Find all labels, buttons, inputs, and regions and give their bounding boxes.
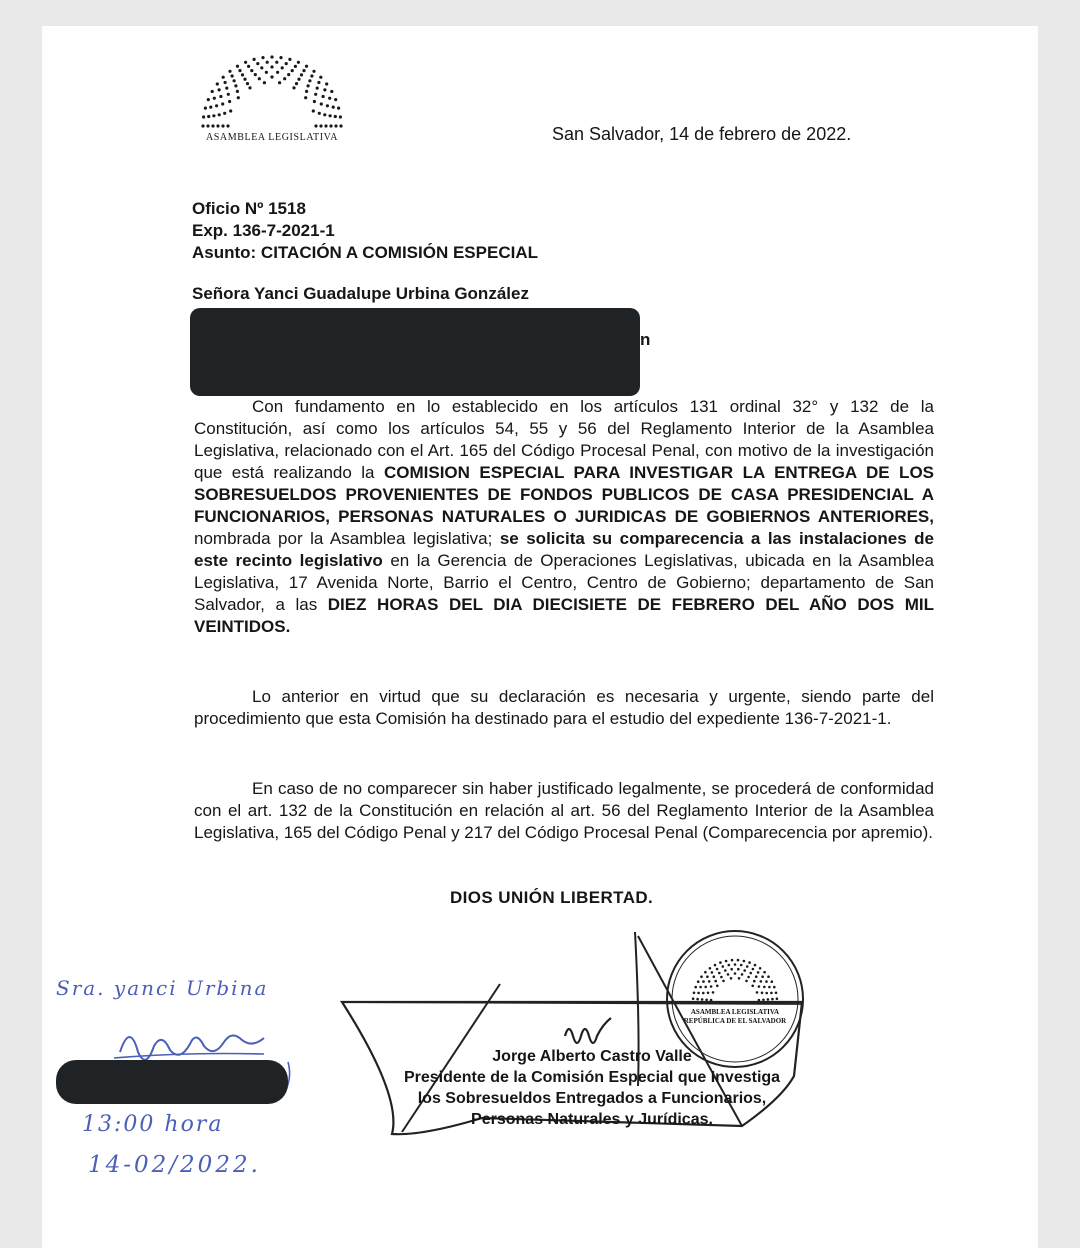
signatory-block xyxy=(352,1046,832,1130)
addressee-fragment: n xyxy=(640,330,651,349)
body-paragraph-2: Lo anterior en virtud que su declaración es necesaria y urgente, siendo parte del procedimiento que esta Comisión ha destinado para el estudio del expediente 136-7-2021-1. xyxy=(194,687,934,728)
oficio-number: Oficio Nº 1518 xyxy=(192,199,306,218)
text-run: Con fundamento en lo establecido en los artículos 131 ordinal 32° y 132 de la Constitución, así como los artículos 54, 55 y 56 del Reglamento Interior de la Asamblea Legislativa, relacionado con el Art. 165 del Código Procesal Penal, con motivo de la investigación que está realizando la xyxy=(194,397,934,482)
text-run: nombrada por la Asamblea legislativa; xyxy=(194,529,500,548)
addressee-name: Señora Yanci Guadalupe Urbina González xyxy=(192,284,529,303)
bold-run: DIEZ HORAS DEL DIA DIECISIETE DE FEBRERO DEL AÑO DOS MIL VEINTIDOS. xyxy=(194,595,934,636)
closing-motto: DIOS UNIÓN LIBERTAD. xyxy=(450,888,654,907)
document-page xyxy=(42,26,1038,1248)
redaction-block xyxy=(56,1060,288,1104)
seal-line-2: REPÚBLICA DE EL SALVADOR xyxy=(683,1017,787,1025)
signatory-title-line: Presidente de la Comisión Especial que Investiga xyxy=(403,1069,781,1086)
bold-run: se solicita su comparecencia a las instalaciones de este recinto legislativo xyxy=(194,529,934,570)
handwritten-recipient: Sra. yanci Urbina xyxy=(56,976,269,1000)
text-run: en la Gerencia de Operaciones Legislativas, ubicada en la Asamblea Legislativa, 17 Avenida Norte, Barrio el Centro, Centro de Gobierno; departamento de San Salvador, a las xyxy=(194,551,935,614)
subject-line: Asunto: CITACIÓN A COMISIÓN ESPECIAL xyxy=(192,243,538,262)
seal-line-1: ASAMBLEA LEGISLATIVA xyxy=(690,1008,780,1016)
signatory-title-line: Personas Naturales y Jurídicas. xyxy=(471,1111,713,1128)
organization-name: ASAMBLEA LEGISLATIVA xyxy=(205,132,339,143)
bold-run: COMISION ESPECIAL PARA INVESTIGAR LA ENTREGA DE LOS SOBRESUELDOS PROVENIENTES DE FONDOS PUBLICOS DE CASA PRESIDENCIAL A FUNCIONARIOS, PERSONAS NATURALES O JURIDICAS DE GOBIERNOS ANTERIORES, xyxy=(194,463,935,526)
handwritten-time: 13:00 hora xyxy=(82,1112,224,1137)
body-paragraph-3: En caso de no comparecer sin haber justificado legalmente, se procederá de conformidad con el art. 132 de la Constitución en relación al art. 56 del Reglamento Interior de la Asamblea Legislativa, 165 del Código Penal y 217 del Código Procesal Penal (Comparecencia por apremio). xyxy=(194,779,934,842)
signatory-title-line: los Sobresueldos Entregados a Funcionarios, xyxy=(417,1090,767,1107)
handwritten-date: 14-02/2022. xyxy=(88,1152,261,1178)
date-line: San Salvador, 14 de febrero de 2022. xyxy=(552,124,852,144)
signatory-name: Jorge Alberto Castro Valle xyxy=(492,1048,692,1065)
expediente-number: Exp. 136-7-2021-1 xyxy=(192,221,335,240)
